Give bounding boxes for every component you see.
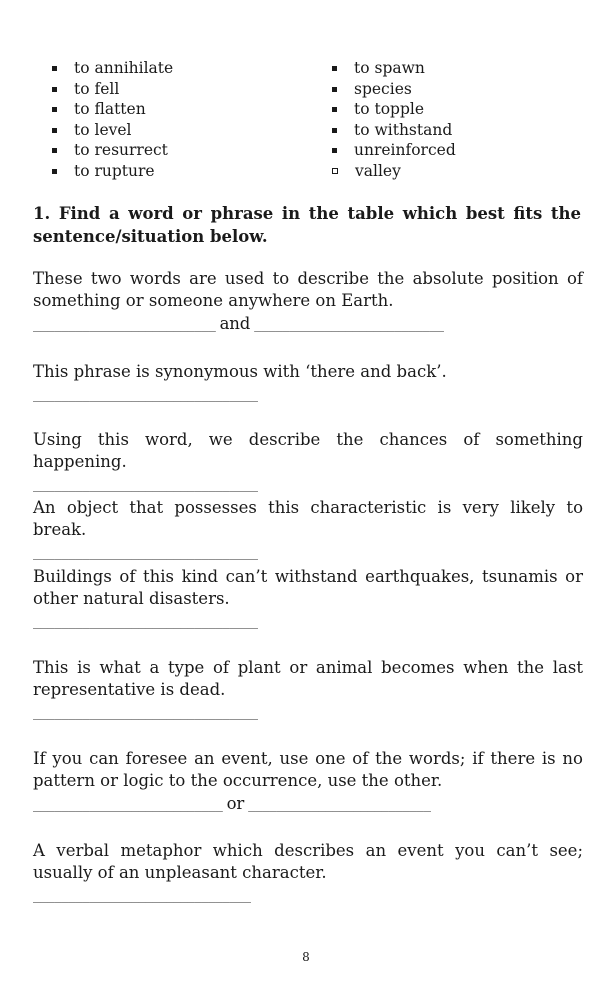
answer-line bbox=[33, 543, 583, 563]
square-bullet-icon bbox=[332, 168, 338, 174]
list-item: to flatten bbox=[52, 99, 173, 120]
item-prompt: An object that possesses this characteristic is very likely to break. bbox=[33, 498, 583, 539]
square-bullet-icon bbox=[332, 87, 337, 92]
exercise-item bbox=[33, 566, 583, 632]
list-item: to topple bbox=[332, 99, 456, 120]
square-bullet-icon bbox=[52, 128, 57, 133]
answer-line bbox=[33, 475, 583, 495]
item-prompt: Using this word, we describe the chances of something happening. bbox=[33, 430, 583, 471]
answer-blank[interactable]: __________________________ bbox=[33, 318, 216, 332]
square-bullet-icon bbox=[52, 107, 57, 112]
blank-joiner: and bbox=[219, 314, 251, 333]
item-prompt: This phrase is synonymous with ‘there and back’. bbox=[33, 362, 447, 381]
page-number: 8 bbox=[302, 950, 310, 964]
answer-blank[interactable]: ___________________________ bbox=[254, 318, 444, 332]
exercise-item bbox=[33, 657, 583, 723]
square-bullet-icon bbox=[52, 87, 57, 92]
answer-line bbox=[33, 612, 583, 632]
square-bullet-icon bbox=[52, 169, 57, 174]
square-bullet-icon bbox=[332, 128, 337, 133]
answer-line bbox=[33, 794, 583, 815]
item-prompt: These two words are used to describe the absolute position of something or someone anywhere on Earth. bbox=[33, 269, 583, 310]
square-bullet-icon bbox=[332, 107, 337, 112]
answer-line bbox=[33, 886, 583, 906]
blank-joiner: or bbox=[226, 794, 245, 813]
answer-line bbox=[33, 703, 583, 723]
answer-line bbox=[33, 314, 583, 335]
item-prompt: Buildings of this kind can’t withstand earthquakes, tsunamis or other natural disasters. bbox=[33, 567, 583, 608]
item-prompt: A verbal metaphor which describes an event you can’t see; usually of an unpleasant character. bbox=[33, 841, 583, 882]
exercise-item bbox=[33, 429, 583, 495]
square-bullet-icon bbox=[52, 66, 57, 71]
square-bullet-icon bbox=[52, 148, 57, 153]
answer-blank[interactable]: ________________________________ bbox=[33, 388, 258, 402]
answer-blank[interactable]: __________________________ bbox=[248, 798, 431, 812]
exercise-instruction: 1. Find a word or phrase in the table which best fits the sentence/situation below. bbox=[33, 204, 581, 246]
list-item: to resurrect bbox=[52, 140, 173, 161]
item-prompt: This is what a type of plant or animal becomes when the last representative is dead. bbox=[33, 658, 583, 699]
answer-blank[interactable]: ___________________________ bbox=[33, 798, 223, 812]
answer-blank[interactable]: ________________________________ bbox=[33, 706, 258, 720]
square-bullet-icon bbox=[332, 148, 337, 153]
answer-line bbox=[33, 385, 583, 405]
list-item: to rupture bbox=[52, 161, 173, 182]
list-item: to withstand bbox=[332, 120, 456, 141]
list-item: species bbox=[332, 79, 456, 100]
vocab-list-right bbox=[332, 58, 456, 181]
answer-blank[interactable]: ________________________________ bbox=[33, 615, 258, 629]
vocab-list-left bbox=[52, 58, 173, 181]
item-prompt: If you can foresee an event, use one of the words; if there is no pattern or logic to the occurrence, use the other. bbox=[33, 749, 583, 790]
list-item: to spawn bbox=[332, 58, 456, 79]
answer-blank[interactable]: _______________________________ bbox=[33, 889, 251, 903]
list-item: to annihilate bbox=[52, 58, 173, 79]
exercise-item bbox=[33, 361, 583, 405]
exercise-item bbox=[33, 497, 583, 563]
answer-blank[interactable]: ________________________________ bbox=[33, 478, 258, 492]
list-item: to level bbox=[52, 120, 173, 141]
answer-blank[interactable]: ________________________________ bbox=[33, 546, 258, 560]
exercise-item bbox=[33, 268, 583, 335]
list-item: unreinforced bbox=[332, 140, 456, 161]
exercise-item bbox=[33, 840, 583, 906]
list-item: valley bbox=[332, 161, 456, 182]
exercise-item bbox=[33, 748, 583, 815]
list-item: to fell bbox=[52, 79, 173, 100]
square-bullet-icon bbox=[332, 66, 337, 71]
